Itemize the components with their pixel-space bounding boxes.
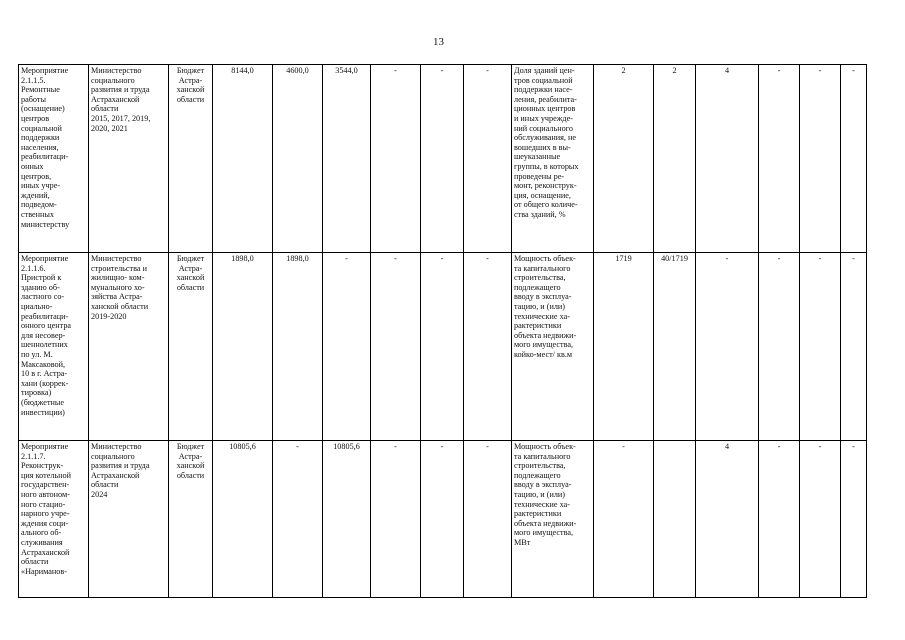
indicator-value-cell: -: [841, 65, 867, 253]
measure-cell: Мероприятие 2.1.1.6. Пристрой к зданию об- ластного со- циально- реабилитаци- онного центра для несовер- шеннолетних по ул. М. Максаковой, 10 в г. Астра- хани (коррек- тировка) (бюджетные инвестиции): [19, 253, 89, 441]
indicator-value-cell: 4: [696, 65, 759, 253]
year-amount-cell: -: [464, 441, 512, 598]
table-row: [19, 65, 867, 253]
indicator-value-cell: -: [696, 253, 759, 441]
year-amount-cell: 4600,0: [273, 65, 323, 253]
indicator-value-cell: -: [841, 441, 867, 598]
table-row: [19, 253, 867, 441]
indicator-value-cell: 4: [696, 441, 759, 598]
year-amount-cell: -: [421, 441, 464, 598]
year-amount-cell: -: [464, 65, 512, 253]
indicator-cell: Мощность объек- та капитального строительства, подлежащего вводу в эксплуа- тацию, и (или) технические ха- рактеристики объекта недвижи- мого имущества, койко-мест/ кв.м: [512, 253, 594, 441]
year-amount-cell: -: [371, 441, 421, 598]
indicator-cell: Доля зданий цен- тров социальной поддержки насе- ления, реабилита- ционных центров и иных учрежде- ний социального обслуживания, не вошедших в вы- шеуказанные группы, в которых проведены ре- монт, реконструк- ция, оснащение, от общего количе- ства зданий, %: [512, 65, 594, 253]
indicator-value-cell: -: [841, 253, 867, 441]
year-amount-cell: -: [421, 253, 464, 441]
indicator-value-cell: -: [800, 253, 841, 441]
indicator-value-cell: -: [594, 441, 654, 598]
year-amount-cell: -: [421, 65, 464, 253]
funding-source-cell: Бюджет Астра- ханской области: [169, 441, 213, 598]
indicator-value-cell: 2: [654, 65, 696, 253]
program-measures-table: [18, 64, 867, 598]
indicator-value-cell: -: [800, 65, 841, 253]
executor-cell: Министерство строительства и жилищно- ком- мунального хо- зяйства Астра- ханской области 2019-2020: [89, 253, 169, 441]
year-amount-cell: 1898,0: [273, 253, 323, 441]
page-number: 13: [433, 36, 444, 48]
total-cell: 10805,6: [213, 441, 273, 598]
executor-cell: Министерство социального развития и труда Астраханской области 2024: [89, 441, 169, 598]
table-row: [19, 441, 867, 598]
indicator-value-cell: -: [759, 441, 800, 598]
year-amount-cell: -: [371, 253, 421, 441]
total-cell: 1898,0: [213, 253, 273, 441]
indicator-cell: Мощность объек- та капитального строительства, подлежащего вводу в эксплуа- тацию, и (или) технические ха- рактеристики объекта недвижи- мого имущества, МВт: [512, 441, 594, 598]
indicator-value-cell: -: [759, 65, 800, 253]
indicator-value-cell: [654, 441, 696, 598]
executor-cell: Министерство социального развития и труда Астраханской области 2015, 2017, 2019, 2020, 2021: [89, 65, 169, 253]
indicator-value-cell: -: [800, 441, 841, 598]
indicator-value-cell: 40/1719: [654, 253, 696, 441]
year-amount-cell: 10805,6: [323, 441, 371, 598]
year-amount-cell: -: [323, 253, 371, 441]
indicator-value-cell: 2: [594, 65, 654, 253]
year-amount-cell: -: [273, 441, 323, 598]
funding-source-cell: Бюджет Астра- ханской области: [169, 65, 213, 253]
year-amount-cell: -: [371, 65, 421, 253]
measure-cell: Мероприятие 2.1.1.5. Ремонтные работы (оснащение) центров социальной поддержки населения, реабилитаци- онных центров, иных учре- ждений, подведом- ственных министерству: [19, 65, 89, 253]
year-amount-cell: -: [464, 253, 512, 441]
indicator-value-cell: 1719: [594, 253, 654, 441]
indicator-value-cell: -: [759, 253, 800, 441]
year-amount-cell: 3544,0: [323, 65, 371, 253]
measure-cell: Мероприятие 2.1.1.7. Реконструк- ция котельной государствен- ного автоном- ного стацио- нарного учре- ждения соци- ального об- служивания Астраханской области «Нариманов-: [19, 441, 89, 598]
total-cell: 8144,0: [213, 65, 273, 253]
funding-source-cell: Бюджет Астра- ханской области: [169, 253, 213, 441]
